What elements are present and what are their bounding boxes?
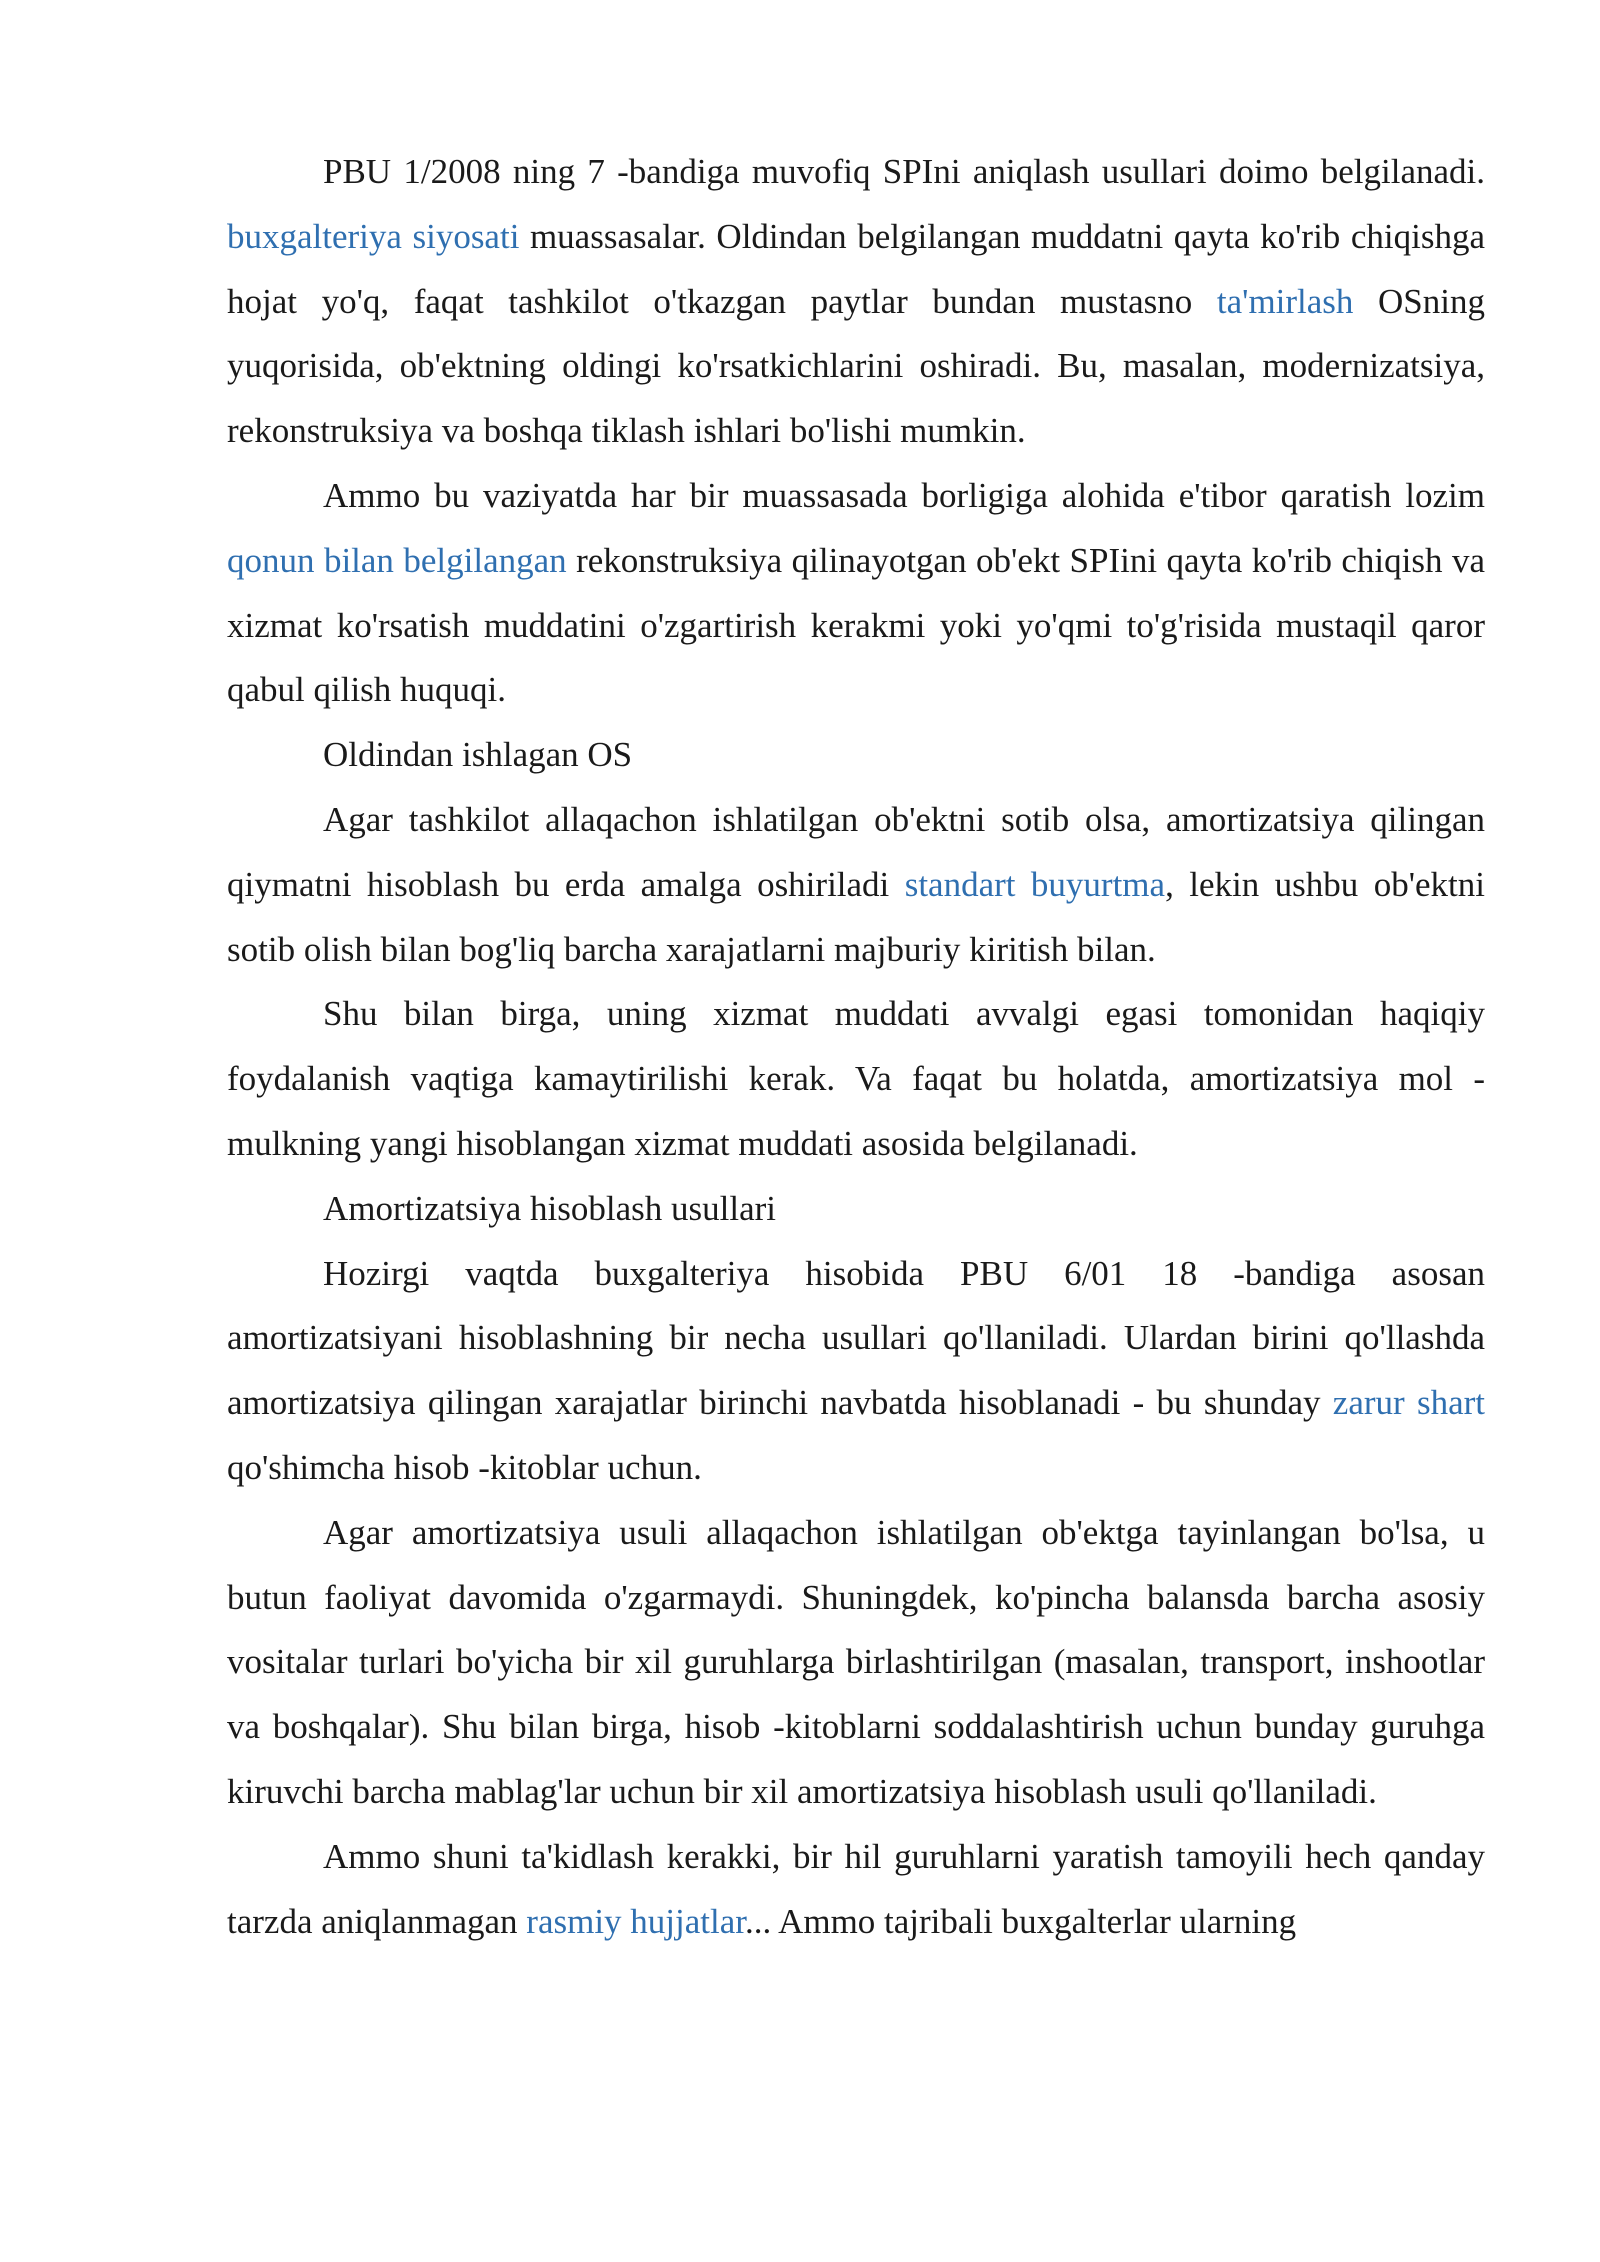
paragraph-9 [227, 1825, 1485, 1955]
paragraph-text: rekonstruksiya qilinayotgan ob'ekt SPIini qayta ko'rib chiqish va xizmat ko'rsatish muddatini o'zgartirish kerakmi yoki yo'qmi to'g'risida mustaqil qaror qabul qilish huquqi. [227, 540, 1485, 710]
link-rasmiy-hujjatlar[interactable]: rasmiy hujjatlar [526, 1901, 745, 1941]
paragraph-8 [227, 1501, 1485, 1825]
paragraph-7 [227, 1242, 1485, 1501]
section-heading-amortization-methods [227, 1177, 1485, 1242]
link-standart-buyurtma[interactable]: standart buyurtma [904, 864, 1166, 904]
paragraph-text: qo'shimcha hisob -kitoblar uchun. [227, 1447, 702, 1487]
paragraph-text: Hozirgi vaqtda buxgalteriya hisobida PBU 6/01 18 -bandiga asosan amortizatsiyani hisoblashning bir necha usullari qo'llaniladi. Ulardan birini qo'llashda amortizatsiya qilingan xarajatlar birinchi navbatda hisoblanadi - bu shunday [227, 1253, 1485, 1423]
paragraph-text: OSning yuqorisida, ob'ektning oldingi ko'rsatkichlarini oshiradi. Bu, masalan, modernizatsiya, rekonstruksiya va boshqa tiklash ishlari bo'lishi mumkin. [227, 281, 1485, 451]
heading-text: Amortizatsiya hisoblash usullari [323, 1188, 776, 1228]
paragraph-text: Shu bilan birga, uning xizmat muddati avvalgi egasi tomonidan haqiqiy foydalanish vaqtiga kamaytirilishi kerak. Va faqat bu holatda, amortizatsiya mol -mulkning yangi hisoblangan xizmat muddati asosida belgilanadi. [227, 994, 1485, 1163]
link-tamirlash[interactable]: ta'mirlash [1216, 281, 1354, 321]
paragraph-1 [227, 140, 1485, 464]
link-zarur-shart[interactable]: zarur shart [1332, 1383, 1485, 1423]
document-page [227, 140, 1485, 1954]
paragraph-text: muassasalar. Oldindan belgilangan muddatni qayta ko'rib chiqishga hojat yo'q, faqat tashkilot o'tkazgan paytlar bundan mustasno [227, 216, 1485, 321]
link-buxgalteriya-siyosati[interactable]: buxgalteriya siyosati [227, 216, 520, 256]
heading-text: Oldindan ishlagan OS [323, 735, 633, 775]
paragraph-4 [227, 788, 1485, 982]
paragraph-5 [227, 982, 1485, 1176]
section-heading-used-os [227, 723, 1485, 788]
paragraph-2 [227, 464, 1485, 723]
paragraph-text: PBU 1/2008 ning 7 -bandiga muvofiq SPIni aniqlash usullari doimo belgilanadi. [323, 152, 1485, 191]
paragraph-text: , lekin ushbu ob'ektni sotib olish bilan bog'liq barcha xarajatlarni majburiy kiritish bilan. [227, 864, 1485, 969]
paragraph-text: Ammo shuni ta'kidlash kerakki, bir hil guruhlarni yaratish tamoyili hech qanday tarzda aniqlanmagan [227, 1836, 1485, 1941]
paragraph-text: Agar amortizatsiya usuli allaqachon ishlatilgan ob'ektga tayinlangan bo'lsa, u butun faoliyat davomida o'zgarmaydi. Shuningdek, ko'pincha balansda barcha asosiy vositalar turlari bo'yicha bir xil guruhlarga birlashtirilgan (masalan, transport, inshootlar va boshqalar). Shu bilan birga, hisob -kitoblarni soddalashtirish uchun bunday guruhga kiruvchi barcha mablag'lar uchun bir xil amortizatsiya hisoblash usuli qo'llaniladi. [227, 1512, 1485, 1811]
link-qonun-bilan-belgilangan[interactable]: qonun bilan belgilangan [227, 540, 567, 580]
paragraph-text: Ammo bu vaziyatda har bir muassasada borligiga alohida e'tibor qaratish lozim [323, 475, 1485, 515]
paragraph-text: Agar tashkilot allaqachon ishlatilgan ob'ektni sotib olsa, amortizatsiya qilingan qiymatni hisoblash bu erda amalga oshiriladi [227, 799, 1485, 904]
paragraph-text: ... Ammo tajribali buxgalterlar ularning [745, 1901, 1297, 1941]
